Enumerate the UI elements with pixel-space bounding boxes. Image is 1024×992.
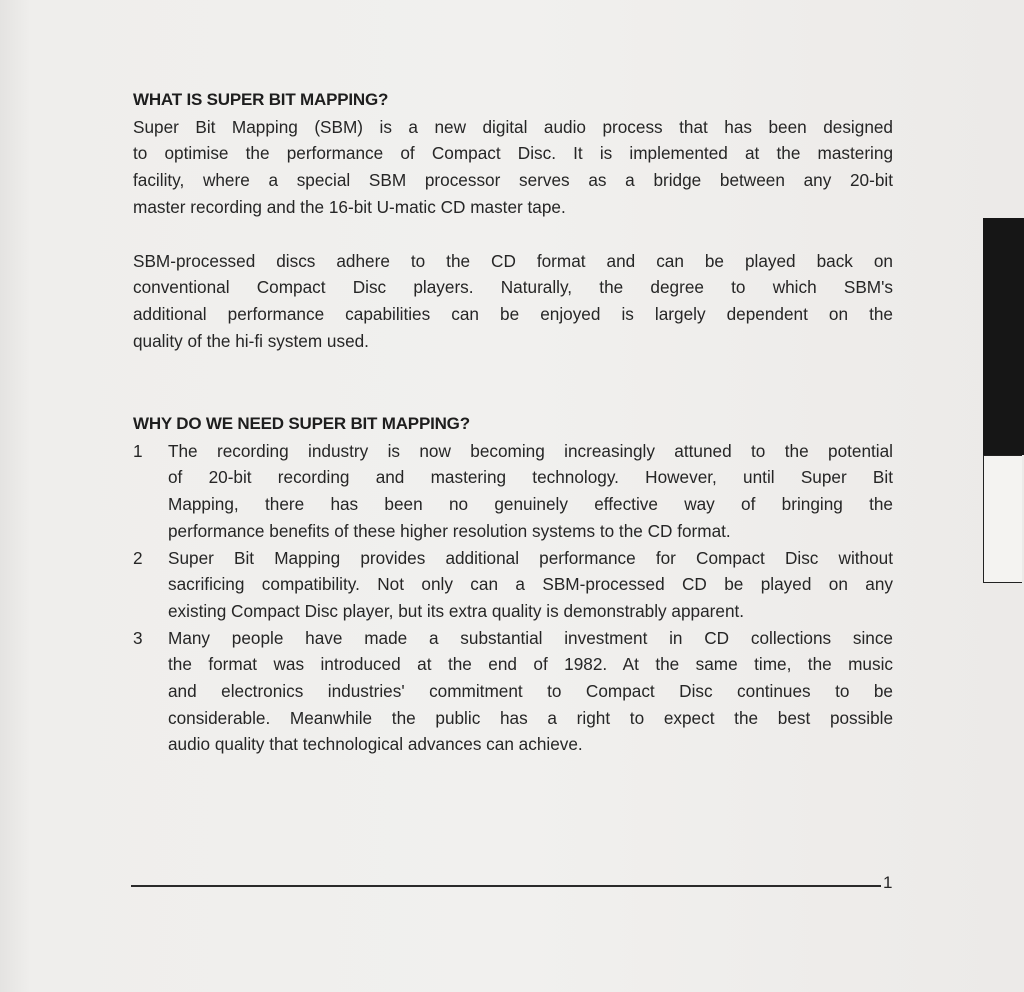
text-line: master recording and the 16-bit U-matic CD master tape. [133,196,566,217]
text-line: Super Bit Mapping provides additional performance for Compact Disc without [168,547,893,568]
text-line: The recording industry is now becoming increasingly attuned to the potential [168,440,893,461]
text-line: SBM-processed discs adhere to the CD format and can be played back on [133,250,893,271]
text-line: performance benefits of these higher resolution systems to the CD format. [168,520,731,541]
section-why-need-sbm [133,411,893,758]
text-line: the format was introduced at the end of 1982. At the same time, the music [168,654,893,675]
text-line: considerable. Meanwhile the public has a right to expect the best possible [168,707,893,728]
text-line: facility, where a special SBM processor serves as a bridge between any 20-bit [133,170,893,191]
text-line: of 20-bit recording and mastering technology. However, until Super Bit [168,467,893,488]
text-line: audio quality that technological advances can achieve. [168,734,583,755]
text-line: sacrificing compatibility. Not only can a SBM-processed CD be played on any [168,574,893,595]
text-line: quality of the hi-fi system used. [133,330,369,351]
paragraph [133,114,893,221]
list-item-number: 2 [133,547,143,568]
list-item-number: 3 [133,627,143,648]
section-heading: WHY DO WE NEED SUPER BIT MAPPING? [133,414,470,433]
text-line: to optimise the performance of Compact Disc. It is implemented at the mastering [133,143,893,164]
list-item-number: 1 [133,440,143,461]
section-tab-outline [983,455,1022,583]
text-line: additional performance capabilities can be enjoyed is largely dependent on the [133,303,893,324]
section-tab-marker [983,218,1024,455]
page-number: 1 [883,873,893,892]
text-line: Mapping, there has been no genuinely effective way of bringing the [168,494,893,515]
list-item [133,545,893,625]
text-line: existing Compact Disc player, but its extra quality is demonstrably apparent. [168,600,745,621]
text-line: and electronics industries' commitment to Compact Disc continues to be [168,681,893,702]
list-item [133,625,893,759]
text-line: Many people have made a substantial investment in CD collections since [168,627,893,648]
paragraph [133,248,893,355]
text-line: conventional Compact Disc players. Naturally, the degree to which SBM's [133,277,893,298]
footer-rule [131,885,881,887]
section-what-is-sbm [133,87,893,381]
list-item [133,438,893,545]
text-line: Super Bit Mapping (SBM) is a new digital audio process that has been designed [133,116,893,137]
section-heading: WHAT IS SUPER BIT MAPPING? [133,90,389,109]
